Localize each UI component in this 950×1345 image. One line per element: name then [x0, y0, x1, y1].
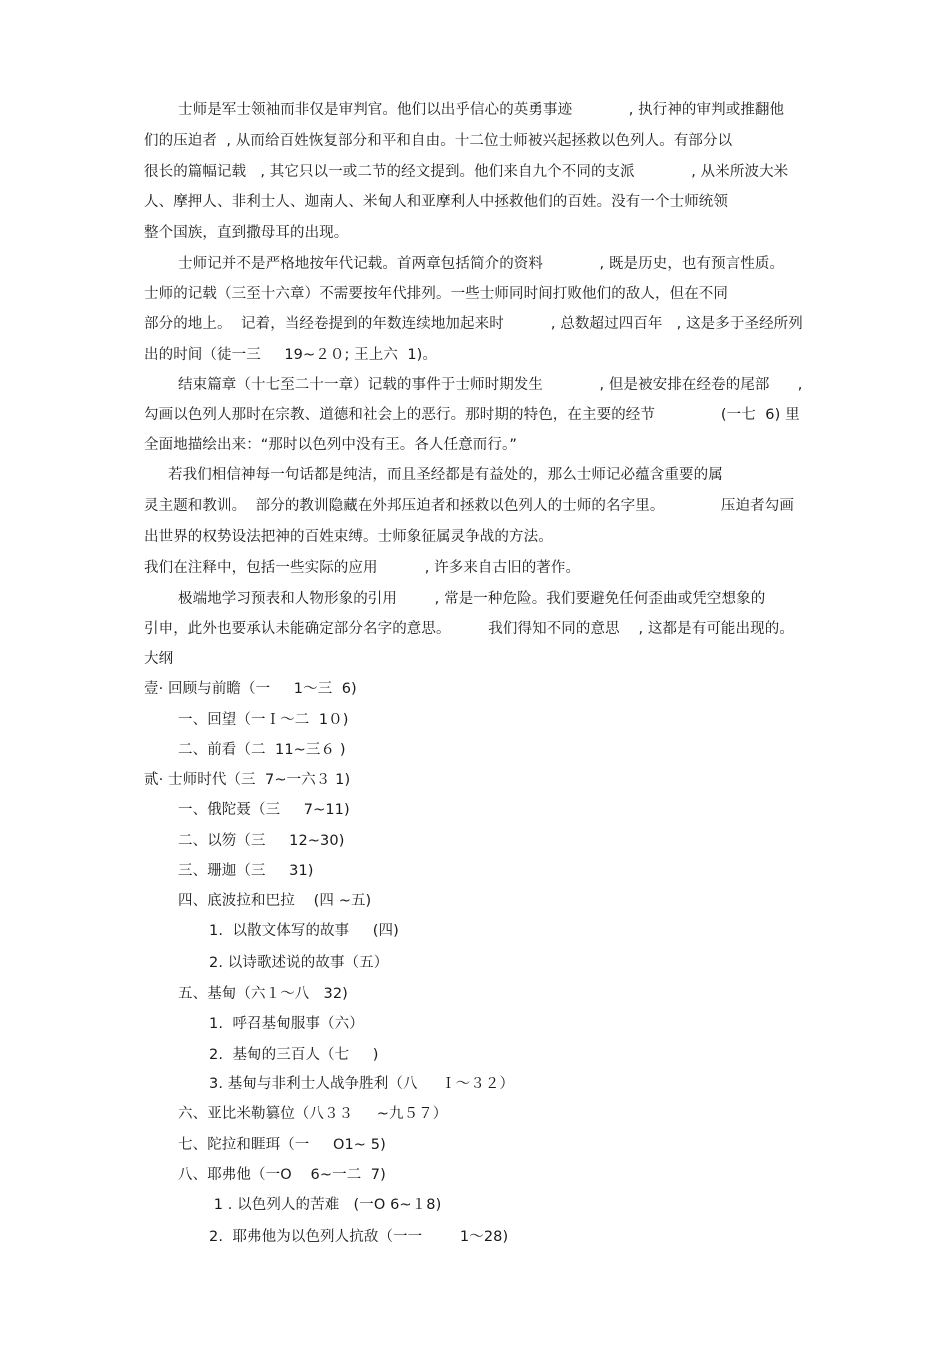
outline-item: 二、以笏（三 12~30)	[178, 833, 345, 849]
outline-item: 六、亚比米勒篡位（八３３ ~九５７）	[178, 1106, 448, 1122]
outline-item: 一、俄陀聂（三 7~11)	[178, 802, 350, 818]
paragraph-3-line-3: 全面地描绘出来：“那时以色列中没有王。各人任意而行。”	[144, 437, 517, 453]
paragraph-4-line-1: 若我们相信神每一句话都是纯洁，而且圣经都是有益处的，那么士师记必蕴含重要的属	[168, 467, 723, 483]
paragraph-3-line-1: 结束篇章（十七至二十一章）记载的事件于士师时期发生 , 但是被安排在经卷的尾部 ,	[178, 377, 803, 393]
paragraph-5-line-2: 引申，此外也要承认未能确定部分名字的意思。 我们得知不同的意思 , 这都是有可能出现的。	[144, 621, 794, 637]
paragraph-1-line-2: 们的压迫者 , 从而给百姓恢复部分和平和自由。十二位士师被兴起拯救以色列人。有部分以	[144, 133, 733, 149]
paragraph-4-line-2: 灵主题和教训。 部分的教训隐藏在外邦压迫者和拯救以色列人的士师的名字里。 压迫者勾画	[144, 498, 794, 514]
paragraph-1-line-4: 人、摩押人、非利士人、迦南人、米甸人和亚摩利人中拯救他们的百姓。没有一个士师统领	[144, 194, 728, 210]
outline-item: 1. 以散文体写的故事 (四)	[209, 923, 399, 939]
outline-item: 二、前看（二 11~三６ )	[178, 742, 346, 758]
outline-item: 1. 呼召基甸服事（六）	[209, 1016, 364, 1032]
outline-item: 三、珊迦（三 31)	[178, 863, 314, 879]
paragraph-3-line-2: 勾画以色列人那时在宗教、道德和社会上的恶行。那时期的特色，在主要的经节 (一七 6) 里	[144, 407, 800, 423]
paragraph-1-line-5: 整个国族，直到撒母耳的出现。	[144, 225, 349, 241]
outline-item: 2. 基甸的三百人（七 )	[209, 1047, 379, 1063]
outline-item: 八、耶弗他（一O 6~一二 7)	[178, 1167, 386, 1183]
outline-item: 2. 耶弗他为以色列人抗敌（一一 1～28)	[209, 1229, 509, 1245]
paragraph-4-line-4: 我们在注释中，包括一些实际的应用 , 许多来自古旧的著作。	[144, 560, 581, 576]
outline-item: 3. 基甸与非利士人战争胜利（八 Ｉ～３２）	[209, 1076, 515, 1092]
outline-item: 四、底波拉和巴拉 (四 ~五)	[178, 893, 372, 909]
outline-item: 1 . 以色列人的苦难 (一O 6~１8)	[209, 1197, 442, 1213]
paragraph-5-line-1: 极端地学习预表和人物形象的引用 , 常是一种危险。我们要避免任何歪曲或凭空想象的	[178, 591, 766, 607]
paragraph-2-line-2: 士师的记载（三至十六章）不需要按年代排列。一些士师同时间打败他们的敌人，但在不同	[144, 286, 728, 302]
paragraph-1-line-3: 很长的篇幅记载 , 其它只以一或二节的经文提到。他们来自九个不同的支派 , 从米所波大米	[144, 164, 789, 180]
paragraph-2-line-3: 部分的地上。 记着，当经卷提到的年数连续地加起来时 , 总数超过四百年 , 这是多于圣经所列	[144, 316, 803, 332]
outline-item: 壹· 回顾与前瞻（一 1～三 6)	[144, 681, 357, 697]
paragraph-2-line-1: 士师记并不是严格地按年代记载。首两章包括简介的资料 , 既是历史，也有预言性质。	[178, 256, 785, 272]
outline-item: 一、回望（一Ｉ～二 1０)	[178, 712, 349, 728]
paragraph-1-line-1: 士师是军士领袖而非仅是审判官。他们以出乎信心的英勇事迹 , 执行神的审判或推翻他	[178, 102, 785, 118]
outline-item: 五、基甸（六１～八 32)	[178, 986, 348, 1002]
outline-heading: 大纲	[144, 651, 174, 667]
paragraph-2-line-4: 出的时间（徒一三 19~２０; 王上六 1)。	[144, 347, 438, 363]
outline-item: 七、陀拉和睚珥（一 O1~ 5)	[178, 1137, 386, 1153]
paragraph-4-line-3: 出世界的权势设法把神的百姓束缚。士师象征属灵争战的方法。	[144, 529, 553, 545]
outline-item: 2. 以诗歌述说的故事（五）	[209, 955, 389, 971]
outline-item: 贰· 士师时代（三 7~一六３ 1)	[144, 772, 351, 788]
